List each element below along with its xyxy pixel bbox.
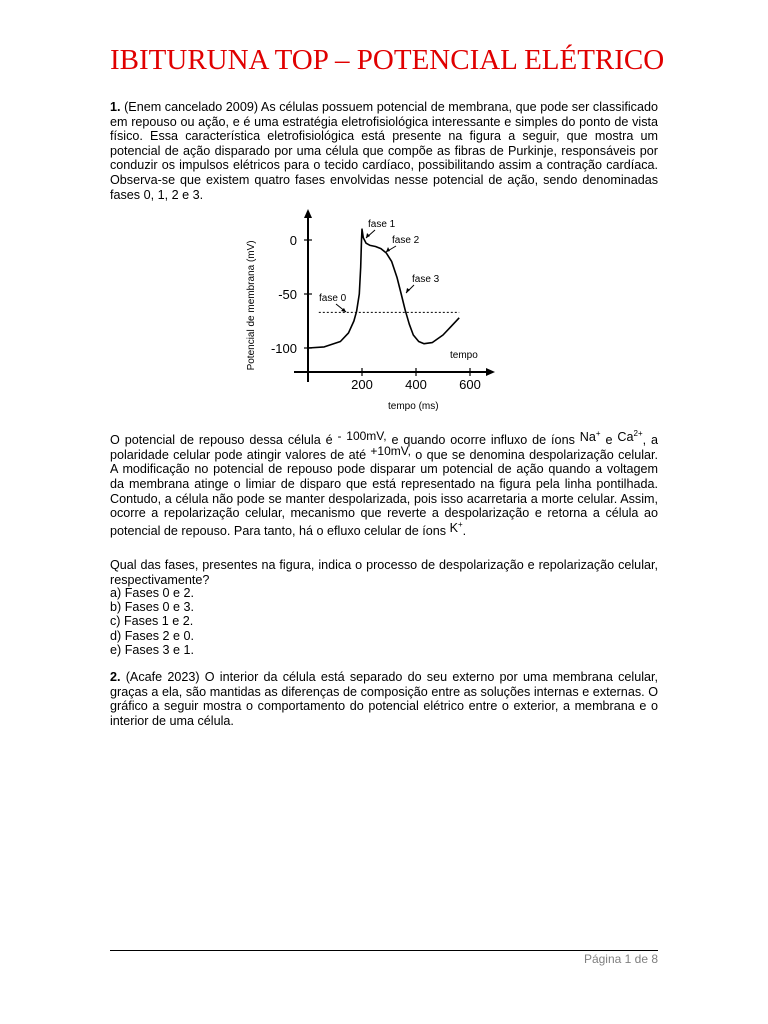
action-potential-chart: [238, 208, 538, 418]
period: .: [462, 523, 467, 538]
answer-options: [110, 586, 194, 657]
arrowhead-fase-1: [366, 233, 370, 238]
y-tick-label: -50: [278, 287, 297, 302]
x-axis-arrow: [486, 368, 495, 376]
question-1-intro: [110, 100, 658, 202]
y-axis-arrow: [304, 209, 312, 218]
page-number: Página 1 de 8: [583, 952, 658, 966]
arrowhead-fase-3: [406, 288, 410, 293]
option-b[interactable]: b) Fases 0 e 3.: [110, 600, 194, 615]
y-tick-label: -100: [270, 341, 297, 356]
text-rest-potential: O potencial de repouso dessa célula é: [110, 433, 333, 448]
question-2-number: 2.: [110, 670, 121, 684]
action-potential-curve: [308, 229, 459, 348]
footer-divider: [110, 950, 658, 951]
value-peak-potential: +10mV,: [370, 443, 411, 458]
option-a[interactable]: a) Fases 0 e 2.: [110, 586, 194, 600]
label-tempo: tempo: [450, 350, 478, 361]
y-tick-label: 0: [289, 233, 297, 248]
ion-ca: $Ca^{2+}$: [617, 429, 643, 445]
option-e[interactable]: e) Fases 3 e 1.: [110, 642, 194, 657]
question-1-body: [110, 430, 658, 539]
x-tick-label: 200: [351, 377, 373, 392]
x-tick-label: 600: [459, 377, 481, 392]
question-1-prompt: Qual das fases, presentes na figura, indica o processo de despolarização e repolarização celular, respectivamente?: [110, 558, 658, 587]
page-title: IBITURUNA TOP – POTENCIAL ELÉTRICO: [110, 44, 665, 76]
question-1-intro-text: (Enem cancelado 2009) As células possuem potencial de membrana, que pode ser classificado em repouso ou ação, e é uma estratégia eletrofisiológica interessante e simples do ponto de vista físico. Essa característica eletrofisiológica está presente na figura a seguir, que mostra um potencial de ação disparado por uma célula que compõe as fibras de Purkinje, responsáveis por conduzir os impulsos elétricos para o tecido cardíaco, possibilitando assim a contração cardíaca. Observa-se que existem quatro fases envolvidas nesse potencial de ação, sendo denominadas fases 0, 1, 2 e 3.: [110, 100, 658, 202]
text-influx: e quando ocorre influxo de íons: [391, 433, 575, 448]
label-fase-1: fase 1: [368, 219, 396, 230]
label-fase-2: fase 2: [392, 235, 420, 246]
label-fase-0: fase 0: [319, 293, 347, 304]
comma: ,: [642, 433, 647, 448]
text-depolarization: o que se denomina despolarização celular. A modificação no potencial de repouso pode disparar um potencial de ação quando a voltagem da membrana atinge o limiar de disparo que está representado na figura pela linha pontilhada. Contudo, a célula não pode se manter despolarizada, pois isso acarretaria a morte celular. Assim, ocorre a repolarização celular, mecanismo que reverte a despolarização e retorna a célula ao potencial de repouso. Para tanto, há o efluxo celular de íons: [110, 447, 659, 538]
question-2-text: (Acafe 2023) O interior da célula está separado do seu externo por uma membrana celular, graças a ela, são mantidas as diferenças de composição entre as soluções internas e externas. O gráfico a seguir mostra o comportamento do potencial elétrico entre o exterior, a membrana e o interior de uma célula.: [110, 670, 658, 728]
option-d[interactable]: d) Fases 2 e 0.: [110, 628, 194, 643]
x-axis-label: tempo (ms): [388, 401, 439, 412]
option-c[interactable]: c) Fases 1 e 2.: [110, 614, 194, 629]
value-rest-potential: - 100mV,: [337, 429, 387, 444]
ion-k: K+: [449, 519, 463, 535]
label-fase-3: fase 3: [412, 274, 440, 285]
ion-na: Na+: [579, 429, 601, 445]
text-polarity: a polaridade celular pode atingir valores de até: [110, 433, 659, 462]
x-tick-label: 400: [405, 377, 427, 392]
question-1-number: 1.: [110, 100, 121, 114]
text-and: e: [605, 433, 613, 448]
y-axis-label: Potencial de membrana (mV): [246, 240, 257, 371]
question-2: [110, 670, 658, 728]
